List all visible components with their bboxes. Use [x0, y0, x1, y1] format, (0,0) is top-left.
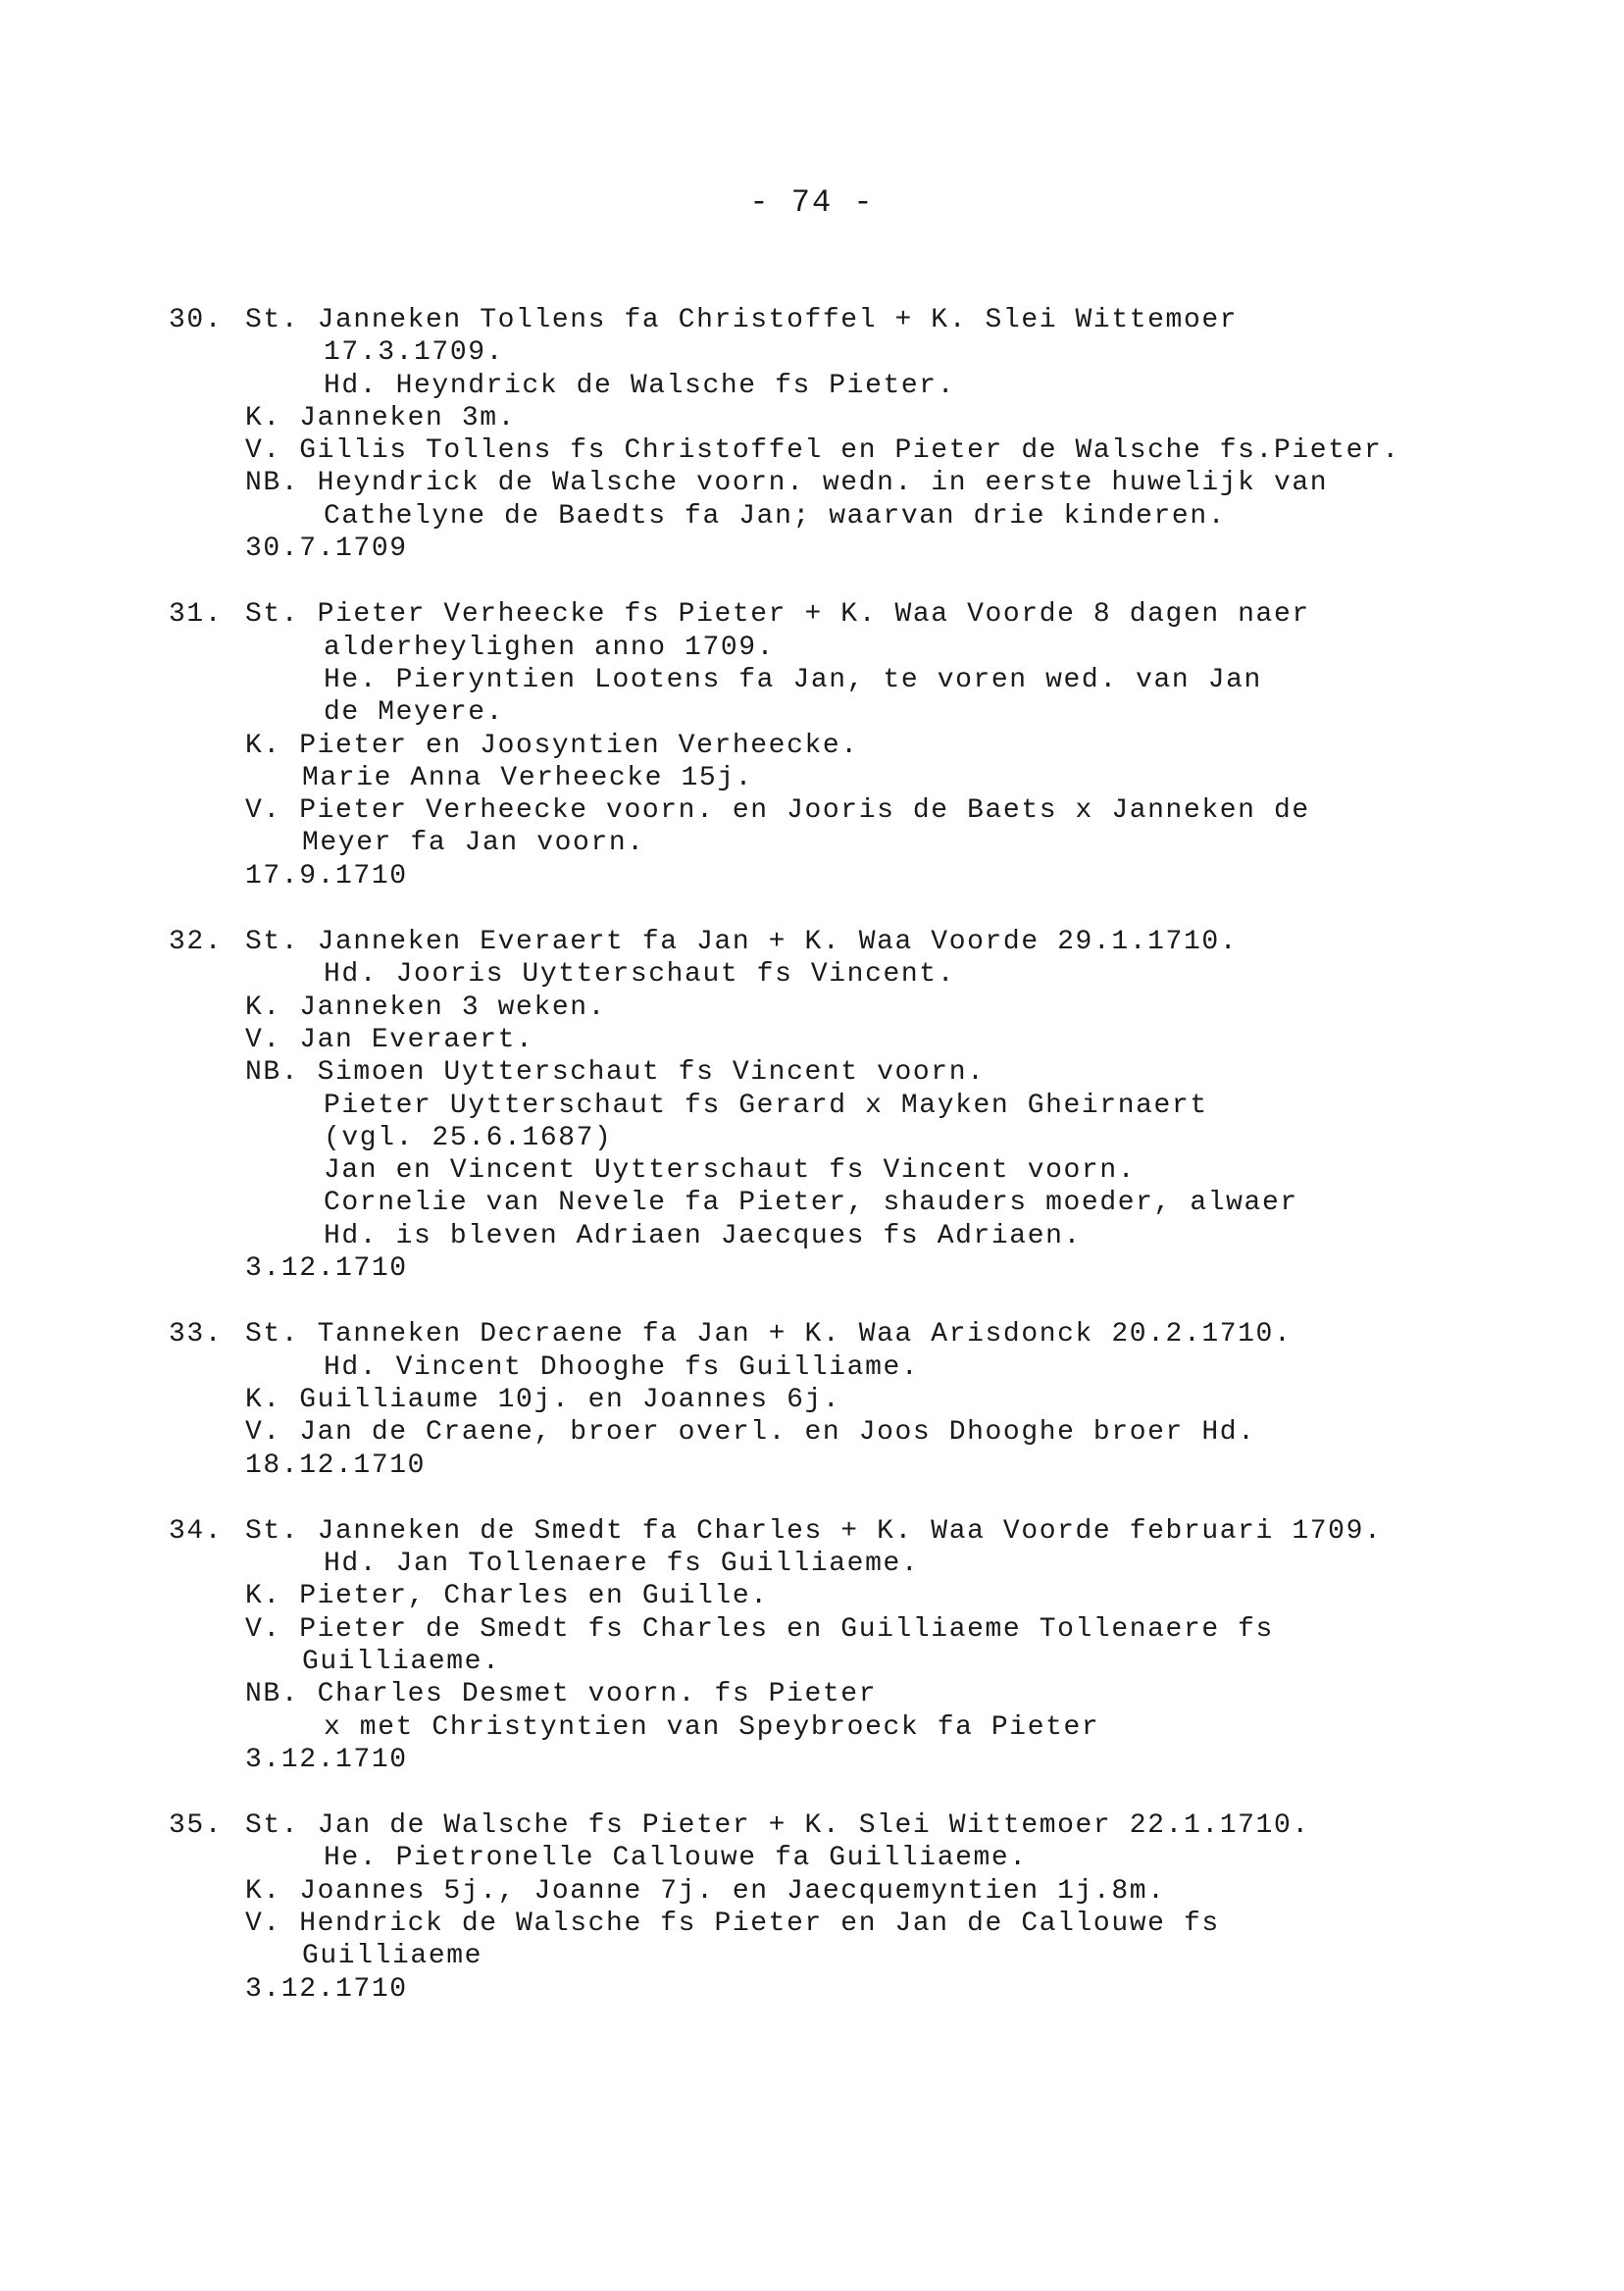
- entry-line: V. Jan Everaert.: [245, 1024, 534, 1055]
- entry-line: NB. Heyndrick de Walsche voorn. wedn. in eerste huwelijk van: [245, 468, 1329, 499]
- entry-line: V. Pieter de Smedt fs Charles en Guilliaeme Tollenaere fs: [245, 1613, 1274, 1645]
- entry-line: V. Jan de Craene, broer overl. en Joos Dhooghe broer Hd.: [245, 1417, 1256, 1449]
- entry-line-text: St. Tanneken Decraene fa Jan + K. Waa Arisdonck 20.2.1710.: [245, 1319, 1293, 1350]
- entry-number: 33.: [169, 1319, 224, 1350]
- register-entry: [169, 304, 1581, 565]
- entry-line: V. Pieter Verheecke voorn. en Jooris de Baets x Janneken de: [245, 795, 1310, 827]
- entries-list: [169, 304, 1581, 2039]
- entry-number: 34.: [169, 1515, 224, 1547]
- register-entry: [169, 1515, 1581, 1776]
- entry-line: alderheylighen anno 1709.: [324, 632, 776, 663]
- entry-line: K. Guilliaume 10j. en Joannes 6j.: [245, 1384, 841, 1415]
- entry-line: [169, 1515, 1581, 1548]
- entry-number: 32.: [169, 927, 224, 958]
- entry-line: (vgl. 25.6.1687): [324, 1122, 613, 1153]
- entry-line: Cornelie van Nevele fa Pieter, shauders moeder, alwaer: [324, 1188, 1298, 1219]
- entry-line: [169, 598, 1581, 631]
- entry-line: NB. Charles Desmet voorn. fs Pieter: [245, 1679, 878, 1710]
- register-entry: [169, 1318, 1581, 1481]
- entry-line-text: St. Jan de Walsche fs Pieter + K. Slei Wittemoer 22.1.1710.: [245, 1810, 1310, 1842]
- entry-line: Hd. Jan Tollenaere fs Guilliaeme.: [324, 1549, 920, 1580]
- entry-line: 17.9.1710: [245, 860, 408, 891]
- entry-line: V. Gillis Tollens fs Christoffel en Pieter de Walsche fs.Pieter.: [245, 435, 1400, 467]
- entry-line: x met Christyntien van Speybroeck fa Pieter: [324, 1711, 1100, 1743]
- entry-line: de Meyere.: [324, 697, 505, 729]
- entry-line: Hd. is bleven Adriaen Jaecques fs Adriaen.: [324, 1220, 1082, 1251]
- entry-line: Pieter Uytterschaut fs Gerard x Mayken Gheirnaert: [324, 1090, 1208, 1121]
- entry-line: K. Joannes 5j., Joanne 7j. en Jaecquemyntien 1j.8m.: [245, 1875, 1166, 1907]
- entry-line: K. Janneken 3 weken.: [245, 992, 607, 1023]
- entry-line: 17.3.1709.: [324, 337, 505, 369]
- register-entry: [169, 1809, 1581, 2006]
- entry-line: [169, 926, 1581, 958]
- entry-line: K. Pieter en Joosyntien Verheecke.: [245, 730, 859, 761]
- entry-line: Hd. Jooris Uytterschaut fs Vincent.: [324, 959, 956, 991]
- entry-line: 3.12.1710: [245, 1253, 408, 1285]
- entry-line: 3.12.1710: [245, 1973, 408, 2005]
- entry-number: 35.: [169, 1810, 224, 1842]
- entry-line: Hd. Vincent Dhooghe fs Guilliame.: [324, 1351, 920, 1383]
- entry-line: He. Pieryntien Lootens fa Jan, te voren wed. van Jan: [324, 664, 1262, 695]
- entry-line: 18.12.1710: [245, 1450, 427, 1481]
- entry-line: [169, 1318, 1581, 1350]
- entry-line: V. Hendrick de Walsche fs Pieter en Jan de Callouwe fs: [245, 1909, 1220, 1940]
- register-entry: [169, 926, 1581, 1285]
- entry-line: [169, 304, 1581, 336]
- entry-line: Hd. Heyndrick de Walsche fs Pieter.: [324, 370, 956, 401]
- entry-line: He. Pietronelle Callouwe fa Guilliaeme.: [324, 1843, 1028, 1874]
- entry-line-text: St. Janneken Tollens fa Christoffel + K. Slei Wittemoer: [245, 305, 1239, 335]
- entry-line-text: St. Janneken de Smedt fa Charles + K. Waa Voorde februari 1709.: [245, 1515, 1383, 1547]
- register-entry: [169, 598, 1581, 892]
- entry-number: 30.: [169, 305, 224, 335]
- entry-line: Guilliaeme: [302, 1941, 483, 1972]
- entry-line: 3.12.1710: [245, 1744, 408, 1775]
- entry-number: 31.: [169, 599, 224, 631]
- entry-line: Marie Anna Verheecke 15j.: [302, 762, 754, 793]
- entry-line: [169, 1809, 1581, 1842]
- entry-line: K. Janneken 3m.: [245, 402, 517, 433]
- entry-line: Guilliaeme.: [302, 1646, 501, 1677]
- entry-line: Jan en Vincent Uytterschaut fs Vincent voorn.: [324, 1155, 1137, 1187]
- entry-line: NB. Simoen Uytterschaut fs Vincent voorn.: [245, 1057, 986, 1089]
- entry-line: Cathelyne de Baedts fa Jan; waarvan drie kinderen.: [324, 500, 1227, 532]
- entry-line: Meyer fa Jan voorn.: [302, 828, 645, 859]
- entry-line-text: St. Pieter Verheecke fs Pieter + K. Waa Voorde 8 dagen naer: [245, 599, 1310, 631]
- entry-line-text: St. Janneken Everaert fa Jan + K. Waa Voorde 29.1.1710.: [245, 927, 1239, 958]
- entry-line: K. Pieter, Charles en Guille.: [245, 1581, 769, 1612]
- entry-line: 30.7.1709: [245, 534, 408, 565]
- page-number: - 74 -: [749, 184, 875, 221]
